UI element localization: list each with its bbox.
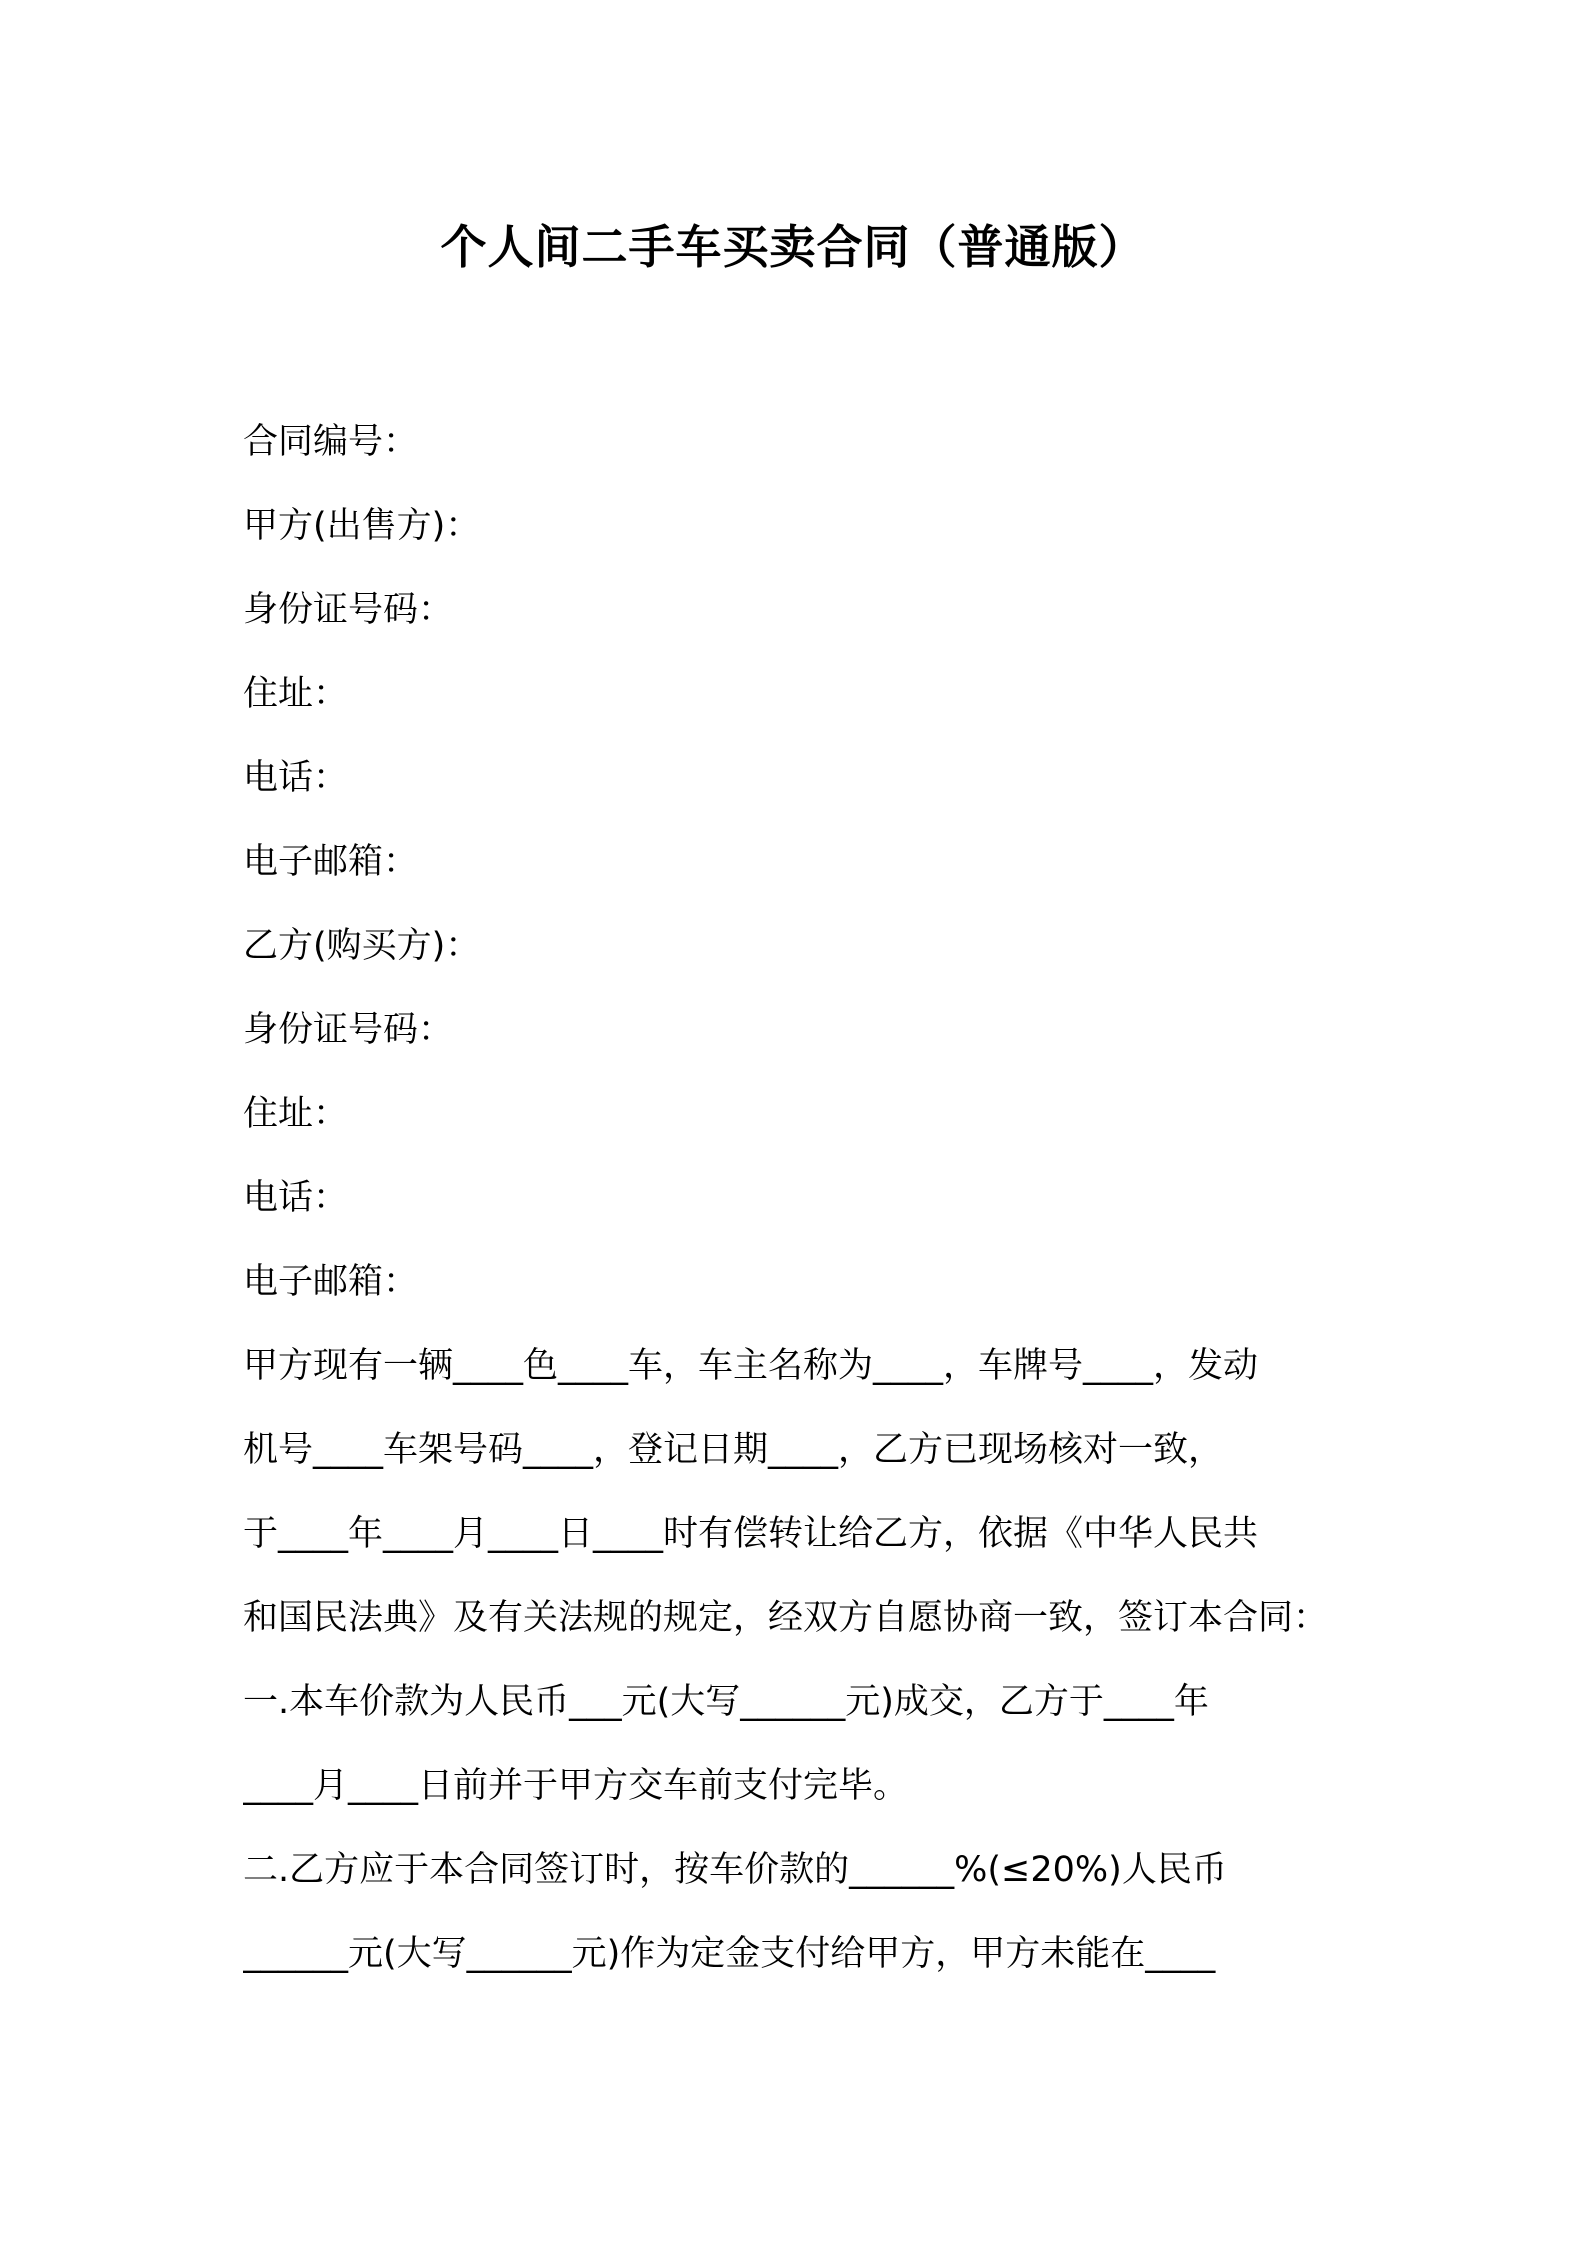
document-title: 个人间二手车买卖合同（普通版） [440, 220, 1146, 274]
clause-one-line: 一.本车价款为人民币___元(大写______元)成交，乙方于____年 [243, 1682, 1209, 1722]
vehicle-paragraph-line: 甲方现有一辆____色____车，车主名称为____，车牌号____，发动 [243, 1346, 1259, 1386]
party-b-address-label: 住址： [243, 1094, 349, 1134]
contract-body [243, 400, 1373, 1996]
contract-number-label: 合同编号： [243, 422, 419, 462]
party-b-id-label: 身份证号码： [243, 1010, 454, 1050]
party-a-phone-label: 电话： [243, 758, 349, 798]
party-a-email-label: 电子邮箱： [243, 842, 419, 882]
party-a-id-label: 身份证号码： [243, 590, 454, 630]
party-a-label: 甲方(出售方)： [243, 506, 481, 546]
clause-one-line: ____月____日前并于甲方交车前支付完毕。 [243, 1766, 909, 1806]
party-b-label: 乙方(购买方)： [243, 926, 481, 966]
clause-two-line: 二.乙方应于本合同签订时，按车价款的______%(≤20%)人民币 [243, 1850, 1227, 1890]
party-b-email-label: 电子邮箱： [243, 1262, 419, 1302]
party-b-phone-label: 电话： [243, 1178, 349, 1218]
vehicle-paragraph-line: 于____年____月____日____时有偿转让给乙方，依据《中华人民共 [243, 1514, 1259, 1554]
party-a-address-label: 住址： [243, 674, 349, 714]
vehicle-paragraph-line: 机号____车架号码____，登记日期____，乙方已现场核对一致， [243, 1430, 1224, 1470]
clause-two-line: ______元(大写______元)作为定金支付给甲方，甲方未能在____ [243, 1934, 1216, 1974]
vehicle-paragraph-line: 和国民法典》及有关法规的规定，经双方自愿协商一致，签订本合同： [243, 1598, 1329, 1638]
